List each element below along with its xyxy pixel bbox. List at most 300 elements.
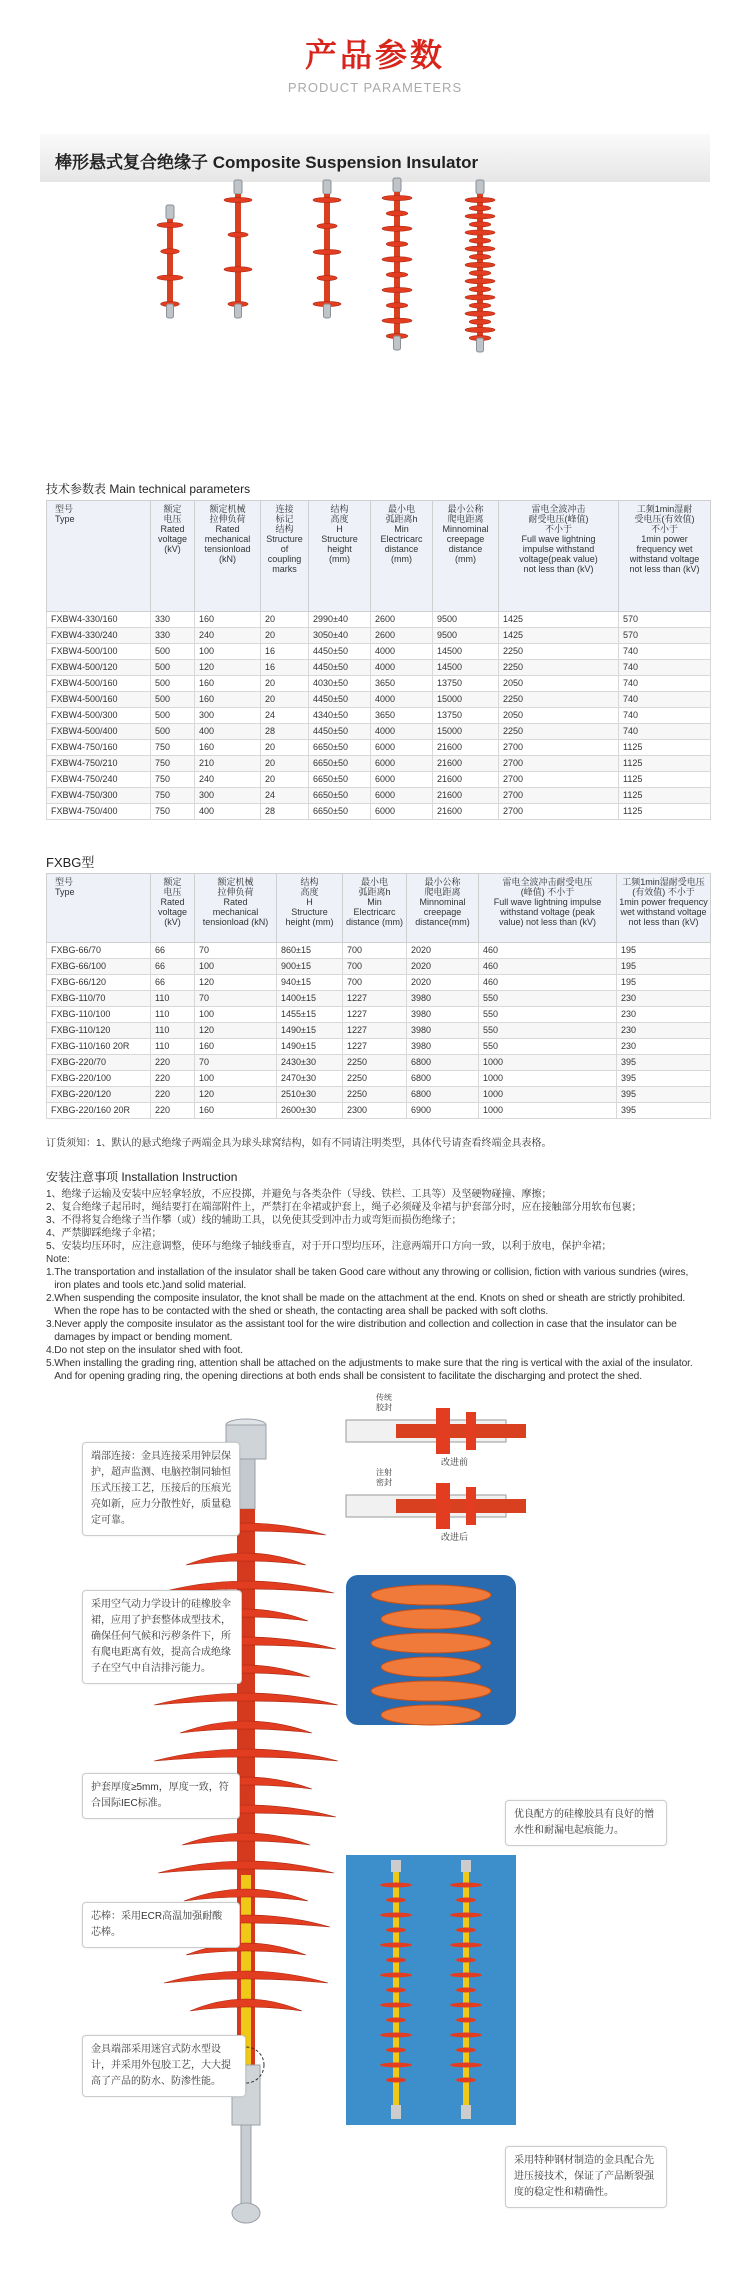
table-cell: 740 — [619, 660, 711, 676]
table-cell: 16 — [261, 660, 309, 676]
table-cell: 1000 — [479, 1103, 617, 1119]
table-cell: 160 — [195, 740, 261, 756]
table-cell: 6000 — [371, 740, 433, 756]
table-cell: 120 — [195, 660, 261, 676]
shed — [465, 311, 495, 316]
shed — [456, 1988, 476, 1993]
table-cell: 120 — [195, 1023, 277, 1039]
technical-params-table — [46, 500, 711, 820]
table-cell: 1000 — [479, 1071, 617, 1087]
table-cell: 21600 — [433, 772, 499, 788]
table-cell: 2020 — [407, 959, 479, 975]
table-cell: 3980 — [407, 1039, 479, 1055]
table-cell: 2020 — [407, 975, 479, 991]
table-cell: 2600±30 — [277, 1103, 343, 1119]
table-cell: 15000 — [433, 692, 499, 708]
table-cell: 21600 — [433, 788, 499, 804]
table-cell: 330 — [151, 612, 195, 628]
table-cell: FXBW4-500/300 — [47, 708, 151, 724]
diagram-label: 胶封 — [376, 1403, 392, 1412]
table-cell: 2050 — [499, 676, 619, 692]
shed — [386, 272, 408, 277]
table-row — [47, 676, 711, 692]
table2-header-1: 额定 电压 Rated voltage (kV) — [151, 874, 195, 943]
table-cell: 4450±50 — [309, 692, 371, 708]
table-cell: FXBW4-500/120 — [47, 660, 151, 676]
table-cell: 4000 — [371, 692, 433, 708]
table-cell: 1125 — [619, 804, 711, 820]
instruction-line: 2、复合绝缘子起吊时，绳结要打在端部附件上，严禁打在伞裙或护套上，绳子必须碰及伞裙与护套部分时，应在接触部分用软布包裹； — [46, 1202, 642, 1213]
table-cell: 6650±50 — [309, 756, 371, 772]
table-cell: 70 — [195, 991, 277, 1007]
end-fitting — [166, 205, 174, 219]
table-cell: 110 — [151, 1007, 195, 1023]
table-cell: 2250 — [343, 1087, 407, 1103]
table-cell: 2300 — [343, 1103, 407, 1119]
table-cell: FXBG-110/100 — [47, 1007, 151, 1023]
table-cell: 6000 — [371, 788, 433, 804]
shed — [469, 287, 491, 292]
shed — [371, 1681, 491, 1701]
table-cell: 24 — [261, 788, 309, 804]
table-cell: 1227 — [343, 1039, 407, 1055]
table-cell: FXBG-110/70 — [47, 991, 151, 1007]
table-row — [47, 1055, 711, 1071]
shed — [386, 1898, 406, 1903]
table-cell: 550 — [479, 1007, 617, 1023]
table-cell: 195 — [617, 943, 711, 959]
table-row — [47, 959, 711, 975]
table-cell: FXBW4-750/400 — [47, 804, 151, 820]
table-cell: 3980 — [407, 1023, 479, 1039]
table-cell: 160 — [195, 1103, 277, 1119]
insulator-photo — [157, 205, 183, 318]
table-row — [47, 724, 711, 740]
table-cell: 70 — [195, 1055, 277, 1071]
fxbg-params-table — [46, 873, 711, 1119]
table-cell: 300 — [195, 788, 261, 804]
callout-end-fitting: 端部连接：金具连接采用钟层保护，超声监测、电脑控制同轴恒压式压接工艺，压接后的压痕光亮如新，应力分散性好，质量稳定可靠。 — [82, 1442, 240, 1536]
table-cell: 220 — [151, 1087, 195, 1103]
table-cell: 1125 — [619, 740, 711, 756]
table-row — [47, 644, 711, 660]
table-cell: 1455±15 — [277, 1007, 343, 1023]
table-cell: 21600 — [433, 804, 499, 820]
table-cell: 100 — [195, 1071, 277, 1087]
callout-silicone: 优良配方的硅橡胶具有良好的憎水性和耐漏电起痕能力。 — [505, 1800, 667, 1846]
instruction-line: And for opening grading ring, the opening directions at both ends shall be consistent to facilitate the discharging and protect the shed. — [46, 1371, 642, 1382]
table-cell: 3980 — [407, 1007, 479, 1023]
installation-title: 安装注意事项 Installation Instruction — [46, 1170, 238, 1184]
shed — [469, 222, 491, 227]
shed — [466, 1487, 476, 1525]
table-cell: 2250 — [499, 724, 619, 740]
diagram-caption: 改进后 — [441, 1532, 469, 1542]
table-cell: 3050±40 — [309, 628, 371, 644]
shed — [313, 197, 341, 202]
table-cell: FXBG-220/100 — [47, 1071, 151, 1087]
shed — [469, 270, 491, 275]
table-cell: 13750 — [433, 708, 499, 724]
sealing-comparison — [346, 1392, 526, 1467]
table2-header-5: 最小公称 爬电距离 Minnominal creepage distance(mm) — [407, 874, 479, 943]
table-cell: FXBG-110/120 — [47, 1023, 151, 1039]
table-cell: 230 — [617, 991, 711, 1007]
end-fitting — [324, 304, 331, 318]
shed — [469, 238, 491, 243]
table-cell: 160 — [195, 612, 261, 628]
table-cell: 550 — [479, 1039, 617, 1055]
shed — [380, 2033, 412, 2038]
table1-header-1: 额定 电压 Rated voltage (kV) — [151, 501, 195, 612]
shed — [466, 1412, 476, 1450]
table-cell: FXBG-66/100 — [47, 959, 151, 975]
shed — [386, 2018, 406, 2023]
table-cell: 1227 — [343, 1007, 407, 1023]
table-cell: 500 — [151, 660, 195, 676]
table-cell: FXBW4-750/300 — [47, 788, 151, 804]
table2-header-6: 雷电全波冲击耐受电压 (峰值) 不小于 Full wave lightning impulse withstand voltage (peak value) not less than (kV) — [479, 874, 617, 943]
shed — [450, 1973, 482, 1978]
table-cell: 6000 — [371, 804, 433, 820]
instruction-line: 5、安装均压环时，应注意调整，使环与绝缘子轴线垂直，对于开口型均压环，注意两端开口方向一致，以利于放电，保护伞裙； — [46, 1241, 612, 1252]
shed — [456, 2048, 476, 2053]
instruction-line: 4、严禁脚踩绝缘子伞裙； — [46, 1228, 162, 1239]
sheath — [396, 1424, 526, 1438]
table-cell: 230 — [617, 1023, 711, 1039]
sheath — [396, 1499, 526, 1513]
table-cell: 500 — [151, 708, 195, 724]
table-cell: 4450±50 — [309, 724, 371, 740]
table-cell: 400 — [195, 804, 261, 820]
table2-header-4: 最小电 弧距离h Min Electricarc distance (mm) — [343, 874, 407, 943]
table-cell: 100 — [195, 959, 277, 975]
table-cell: 2990±40 — [309, 612, 371, 628]
table1-header-5: 最小电 弧距离h Min Electricarc distance (mm) — [371, 501, 433, 612]
instruction-line: iron plates and tools etc.)and solid material. — [46, 1280, 247, 1291]
table-cell: 6800 — [407, 1087, 479, 1103]
table1-header-2: 额定机械 拉伸负荷 Rated mechanical tensionload (kN) — [195, 501, 261, 612]
table-cell: 110 — [151, 991, 195, 1007]
shed — [371, 1633, 491, 1653]
table-row — [47, 612, 711, 628]
table-cell: 20 — [261, 772, 309, 788]
end-fitting — [391, 1860, 401, 1872]
table-cell: FXBW4-750/210 — [47, 756, 151, 772]
table-cell: 4030±50 — [309, 676, 371, 692]
table-row — [47, 1023, 711, 1039]
table-cell: 500 — [151, 692, 195, 708]
table-cell: 240 — [195, 772, 261, 788]
photo-background — [346, 1855, 516, 2125]
table-cell: FXBW4-500/400 — [47, 724, 151, 740]
shed — [465, 246, 495, 251]
table-cell: 1125 — [619, 788, 711, 804]
table-cell: 2250 — [499, 660, 619, 676]
table-row — [47, 756, 711, 772]
table-row — [47, 975, 711, 991]
shed — [469, 319, 491, 324]
shed — [382, 226, 412, 231]
table2-header-2: 额定机械 拉伸负荷 Rated mechanical tensionload (kN) — [195, 874, 277, 943]
table-cell: 4340±50 — [309, 708, 371, 724]
table-cell: 500 — [151, 676, 195, 692]
table-cell: 1125 — [619, 772, 711, 788]
diagram-label: 注射 — [376, 1468, 392, 1477]
instruction-line: 5.When installing the grading ring, attention shall be attached on the adjustments to make sure that the ring is vertical with the axial of the insulator. — [46, 1358, 693, 1369]
table-cell: 110 — [151, 1023, 195, 1039]
table-cell: 750 — [151, 756, 195, 772]
shed — [386, 211, 408, 216]
table2-header-0: 型号 Type — [47, 874, 151, 943]
table1-header-6: 最小公称 爬电距离 Minnominal creepage distance (mm) — [433, 501, 499, 612]
table-cell: 2050 — [499, 708, 619, 724]
end-fitting — [235, 304, 242, 318]
order-note: 订货须知：1、默认的悬式绝缘子两端金具为球头球窝结构，如有不同请注明类型，具体代号请查看终端金具表格。 — [46, 1138, 552, 1149]
table-cell: FXBG-66/70 — [47, 943, 151, 959]
table-cell: 700 — [343, 943, 407, 959]
table2-header-7: 工频1min湿耐受电压 (有效值) 不小于 1min power frequency wet withstand voltage not less than (kV) — [617, 874, 711, 943]
sheath — [324, 194, 330, 304]
table-cell: 750 — [151, 772, 195, 788]
shed — [465, 214, 495, 219]
table-cell: 210 — [195, 756, 261, 772]
shed — [465, 279, 495, 284]
shed — [313, 249, 341, 254]
shed — [317, 223, 337, 228]
insulator-lineup-image — [150, 180, 650, 490]
sheath — [167, 219, 173, 304]
table-cell: FXBG-66/120 — [47, 975, 151, 991]
table-cell: 21600 — [433, 756, 499, 772]
end-fitting — [394, 336, 401, 350]
insulator-photo — [465, 180, 495, 352]
table-cell: 66 — [151, 959, 195, 975]
table-cell: 28 — [261, 724, 309, 740]
shed — [465, 230, 495, 235]
sheath — [235, 194, 241, 304]
table-row — [47, 740, 711, 756]
table-cell: 20 — [261, 692, 309, 708]
table-cell: 110 — [151, 1039, 195, 1055]
shed — [465, 262, 495, 267]
table-cell: 3980 — [407, 991, 479, 1007]
table-cell: 395 — [617, 1055, 711, 1071]
table-cell: FXBG-220/120 — [47, 1087, 151, 1103]
shed — [382, 257, 412, 262]
shed — [157, 275, 183, 280]
shed — [450, 1943, 482, 1948]
insulator-pair-photo — [346, 1855, 516, 2125]
table-cell: 4450±50 — [309, 644, 371, 660]
shed — [386, 241, 408, 246]
table-cell: 2430±30 — [277, 1055, 343, 1071]
end-fitting — [323, 180, 331, 194]
shed — [469, 206, 491, 211]
table-cell: 240 — [195, 628, 261, 644]
table-cell: 1227 — [343, 1023, 407, 1039]
table1-header-7: 雷电全波冲击 耐受电压(峰值) 不小于 Full wave lightning impulse withstand voltage(peak value) not less than (kV) — [499, 501, 619, 612]
table-cell: FXBW4-500/100 — [47, 644, 151, 660]
table-cell: 700 — [343, 959, 407, 975]
table-cell: 1490±15 — [277, 1039, 343, 1055]
table-cell: 2600 — [371, 612, 433, 628]
table-cell: 70 — [195, 943, 277, 959]
sealing-comparison — [346, 1467, 526, 1542]
shed — [386, 2048, 406, 2053]
table-row — [47, 991, 711, 1007]
diagram-caption: 改进前 — [441, 1457, 469, 1467]
table-cell: 21600 — [433, 740, 499, 756]
table-cell: 6650±50 — [309, 740, 371, 756]
shed — [161, 249, 180, 254]
table-row — [47, 943, 711, 959]
table-cell: 6650±50 — [309, 804, 371, 820]
table-cell: 230 — [617, 1039, 711, 1055]
insulator-photo — [313, 180, 341, 318]
table-cell: 395 — [617, 1103, 711, 1119]
table-cell: 20 — [261, 740, 309, 756]
table-cell: 2600 — [371, 628, 433, 644]
instruction-line: 1.The transportation and installation of the insulator shall be taken Good care without any throwing or collision, fiction with various sundries (wires, — [46, 1267, 689, 1278]
table-cell: FXBG-220/160 20R — [47, 1103, 151, 1119]
table-cell: 1000 — [479, 1087, 617, 1103]
shed — [380, 1943, 412, 1948]
shed — [456, 1898, 476, 1903]
ball-end — [232, 2203, 260, 2223]
table-cell: 28 — [261, 804, 309, 820]
callout-sealing: 金具端部采用迷宫式防水型设计，并采用外包胶工艺，大大提高了产品的防水、防渗性能。 — [82, 2035, 246, 2097]
table-cell: 6000 — [371, 772, 433, 788]
page-subtitle: PRODUCT PARAMETERS — [287, 80, 463, 95]
table-cell: 6650±50 — [309, 788, 371, 804]
table-cell: 100 — [195, 644, 261, 660]
callout-shed-design: 采用空气动力学设计的硅橡胶伞裙，应用了护套整体成型技术，确保任何气候和污秽条件下，所有爬电距离有效，提高合成绝缘子在空气中自洁排污能力。 — [82, 1590, 242, 1684]
end-fitting — [391, 2105, 401, 2119]
shed-closeup-photo — [346, 1575, 516, 1725]
table1-header-0: 型号 Type — [47, 501, 151, 612]
table-cell: FXBG-220/70 — [47, 1055, 151, 1071]
table-cell: 100 — [195, 1007, 277, 1023]
table-cell: FXBW4-500/160 — [47, 692, 151, 708]
callout-sheath: 护套厚度≥5mm，厚度一致，符合国际IEC标准。 — [82, 1773, 240, 1819]
shed — [380, 1913, 412, 1918]
table-cell: FXBW4-750/240 — [47, 772, 151, 788]
shed — [436, 1408, 450, 1454]
table-cell: 2470±30 — [277, 1071, 343, 1087]
shed — [456, 1958, 476, 1963]
table-cell: 160 — [195, 676, 261, 692]
table-cell: 13750 — [433, 676, 499, 692]
table-cell: 2700 — [499, 804, 619, 820]
end-fitting-rod — [241, 2125, 251, 2205]
table-cell: 1490±15 — [277, 1023, 343, 1039]
instruction-line: When the rope has to be contacted with the shed or sheath, the contacting area shall be packed with soft cloths. — [46, 1306, 549, 1317]
end-fitting — [477, 338, 484, 352]
table-cell: 1000 — [479, 1055, 617, 1071]
table-cell: 220 — [151, 1103, 195, 1119]
shed — [465, 197, 495, 202]
table-cell: 500 — [151, 724, 195, 740]
table-cell: 740 — [619, 644, 711, 660]
table-cell: 120 — [195, 1087, 277, 1103]
shed — [386, 1958, 406, 1963]
end-fitting — [461, 2105, 471, 2119]
table-cell: 9500 — [433, 612, 499, 628]
instruction-line: 2.When suspending the composite insulator, the knot shall be made on the attachment at the end. Knots on shed or sheath are strictly prohibited. — [46, 1293, 686, 1304]
end-fitting — [461, 1860, 471, 1872]
shed — [386, 1928, 406, 1933]
table-cell: 6900 — [407, 1103, 479, 1119]
table-row — [47, 708, 711, 724]
table-cell: 220 — [151, 1055, 195, 1071]
table-cell: 120 — [195, 975, 277, 991]
table-cell: 1425 — [499, 628, 619, 644]
table-cell: 570 — [619, 612, 711, 628]
table-cell: 740 — [619, 708, 711, 724]
end-fitting — [476, 180, 484, 194]
table-cell: 4000 — [371, 644, 433, 660]
table-cell: 740 — [619, 724, 711, 740]
table-cell: 460 — [479, 943, 617, 959]
table-cell: 740 — [619, 692, 711, 708]
table-cell: 395 — [617, 1071, 711, 1087]
table-cell: 230 — [617, 1007, 711, 1023]
insulator-photo — [382, 178, 412, 350]
table-cell: 195 — [617, 959, 711, 975]
table-cell: 1425 — [499, 612, 619, 628]
instruction-line: Note: — [46, 1254, 70, 1265]
diagram-label: 密封 — [376, 1478, 392, 1487]
table-cell: 940±15 — [277, 975, 343, 991]
shed — [469, 303, 491, 308]
diagram-label: 传统 — [376, 1393, 392, 1402]
table-cell: 460 — [479, 975, 617, 991]
table1-header-3: 连接 标记 结构 Structure of coupling marks — [261, 501, 309, 612]
table-cell: 6800 — [407, 1055, 479, 1071]
table-cell: 1227 — [343, 991, 407, 1007]
shed — [317, 275, 337, 280]
shed — [456, 2018, 476, 2023]
table2-title: FXBG型 — [46, 855, 95, 870]
shed — [456, 1928, 476, 1933]
shed — [382, 287, 412, 292]
table-cell: 750 — [151, 740, 195, 756]
table-cell: 2250 — [343, 1071, 407, 1087]
table-cell: FXBW4-750/160 — [47, 740, 151, 756]
table-cell: 860±15 — [277, 943, 343, 959]
table-cell: 15000 — [433, 724, 499, 740]
table-cell: 6000 — [371, 756, 433, 772]
table-cell: 6650±50 — [309, 772, 371, 788]
table-cell: 20 — [261, 628, 309, 644]
table-cell: 2700 — [499, 740, 619, 756]
shed — [436, 1483, 450, 1529]
table-cell: 2700 — [499, 788, 619, 804]
shed — [371, 1585, 491, 1605]
instruction-line: 4.Do not step on the insulator shed with foot. — [46, 1345, 244, 1356]
shed — [380, 1973, 412, 1978]
table-cell: 14500 — [433, 660, 499, 676]
table-cell: 2250 — [343, 1055, 407, 1071]
table-cell: 2700 — [499, 772, 619, 788]
table-cell: 6800 — [407, 1071, 479, 1087]
table-cell: 500 — [151, 644, 195, 660]
table-cell: 330 — [151, 628, 195, 644]
table-row — [47, 628, 711, 644]
table-cell: 3650 — [371, 676, 433, 692]
shed — [456, 2078, 476, 2083]
